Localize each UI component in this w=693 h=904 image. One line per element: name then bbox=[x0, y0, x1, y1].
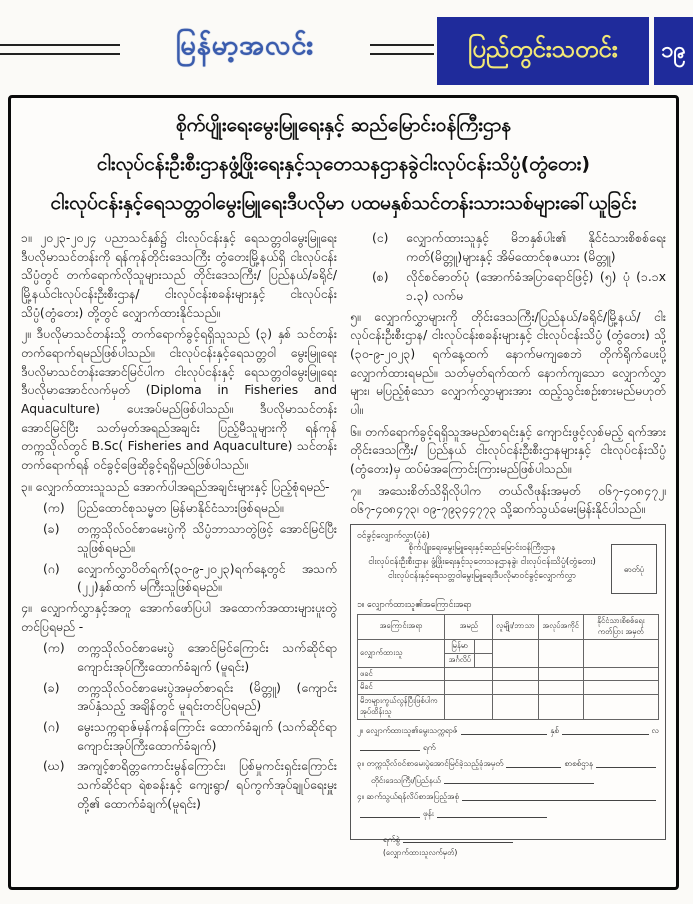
empty-cell bbox=[445, 695, 493, 720]
form-corner-label: ဝင်ခွင့်လျှောက်လွှာ(ပုံစံ) bbox=[357, 531, 430, 542]
item-text: လျှောက်လွှာပိတ်ရက်(၃၀-၉-၂၀၂၃)ရက်နေ့တွင် အသက် (၂၂)နှစ်ထက် မကြီးသူဖြစ်ရမည်။ bbox=[77, 561, 337, 595]
form-section-1: ၁။ လျှောက်ထားသူ၏အကြောင်းအရာ bbox=[357, 600, 472, 611]
col-header-occupation: အလုပ်အကိုင် bbox=[538, 614, 583, 639]
form-titles bbox=[357, 542, 607, 583]
blank-line bbox=[596, 766, 656, 768]
item-text: ပြည်ထောင်စုသမ္မတ မြန်မာနိုင်ငံသားဖြစ်ရမည်။ bbox=[77, 501, 284, 516]
blank-line bbox=[462, 799, 656, 801]
blank-line bbox=[360, 749, 420, 751]
left-column bbox=[21, 229, 337, 840]
article-columns bbox=[21, 229, 666, 858]
col-header-subject: အကြောင်းအရာ bbox=[358, 614, 445, 639]
item-text: တက္ကသိုလ်ဝင်စာမေးပွဲအမှတ်စာရင်း (မိတ္တူ) (ကျောင်းအပ်နှံသည့် အချိန်တွင် မူရင်းတင်ပြရမည်) bbox=[77, 680, 337, 714]
item-text: လိုင်စင်ဓာတ်ပုံ (အောက်ခံအပြာရောင်ဖြင့်) (၅) ပုံ (၁.၁x ၁.၃) လက်မ bbox=[406, 270, 666, 303]
list-item bbox=[350, 268, 666, 305]
blank-line bbox=[360, 816, 420, 818]
item-marker: (ဂ) bbox=[43, 561, 60, 576]
paragraph-6: ၆။ တက်ရောက်ခွင့်ရရှိသူအမည်စာရင်းနှင့် ကျောင်းဖွင့်လှစ်မည့် ရက်အား တိုင်းဒေသကြီး/ ပြည်နယ် ငါးလုပ်ငန်းဦးစီးဌာနများနှင့် ငါးလုပ်ငန်းသိပ္ပံ (တွံတေး)မှ ထပ်မံအကြောင်းကြားမည်ဖြစ်ပါသည်။ bbox=[350, 424, 666, 477]
item-text: တက္ကသိုလ်ဝင်စာမေးပွဲ အောင်မြင်ကြောင်း သက်ဆိုင်ရာ ကျောင်းအုပ်ကြီးထောက်ခံချက် (မူရင်း) bbox=[77, 641, 337, 674]
blank-line bbox=[444, 782, 594, 784]
col-header-nrc: နိုင်ငံသားစိစစ်ရေးကတ်ပြား အမှတ် bbox=[583, 614, 658, 639]
blank-line bbox=[562, 733, 649, 735]
line2-day: ရက် bbox=[423, 742, 436, 752]
line3-label: ၃။ တက္ကသိုလ်ဝင်စာမေးပွဲအောင်မြင်ခဲ့သည့်ခုံအမှတ် bbox=[357, 759, 504, 769]
empty-cell bbox=[538, 667, 583, 681]
row-label-father: ဖခင် bbox=[358, 667, 445, 681]
date-line bbox=[383, 834, 553, 846]
col-header-name: အမည် bbox=[445, 614, 493, 639]
page-number-box bbox=[654, 17, 693, 85]
blank-line bbox=[461, 733, 548, 735]
empty-cell bbox=[475, 639, 493, 653]
item-text: တက္ကသိုလ်ဝင်စာမေးပွဲကို သိပ္ပံဘာသာတွဲဖြင့် အောင်မြင်ပြီးသူဖြစ်ရမည်။ bbox=[77, 522, 337, 555]
newspaper-masthead: မြန်မာ့အလင်း bbox=[120, 22, 370, 74]
row-label-applicant: လျှောက်ထားသူ bbox=[358, 639, 445, 667]
empty-cell bbox=[493, 681, 538, 695]
item-text: မွေးသက္ကရာဇ်မှန်ကန်ကြောင်း ထောက်ခံချက် (သက်ဆိုင်ရာ ကျောင်းအုပ်ကြီးထောက်ခံချက်) bbox=[77, 720, 337, 753]
table-row bbox=[358, 681, 659, 695]
table-row bbox=[358, 639, 659, 653]
paragraph-7: ၇။ အသေးစိတ်သိရှိလိုပါက တယ်လီဖုန်းအမှတ် ၀၆၇-၄၀၈၄၇၂၊ ၀၆၇-၄၀၈၄၇၃၊ ၀၉-၇၉၃၄၄၇၇၃ သို့ဆက်သွယ်မေးမြန်းနိုင်ပါသည်။ bbox=[350, 483, 666, 517]
blank-line bbox=[403, 841, 513, 843]
table-row bbox=[358, 667, 659, 681]
item-marker: (ဃ) bbox=[43, 759, 65, 774]
row-label-mother: မိခင် bbox=[358, 681, 445, 695]
right-column bbox=[350, 229, 666, 858]
application-form bbox=[350, 524, 666, 858]
line3-exam-centre: စာစစ်ဌာန bbox=[564, 759, 593, 769]
page-number: ၁၉ bbox=[661, 37, 686, 63]
line2-month: လ bbox=[651, 726, 660, 735]
form-title-1: စိုက်ပျိုးရေးမွေးမြူရေးနှင့်ဆည်မြောင်းဝန်ကြီးဌာန bbox=[408, 543, 556, 554]
line4-label: ၄။ ဆက်သွယ်ရန်လိပ်စာအပြည့်အစုံ bbox=[357, 792, 459, 802]
list-item bbox=[350, 229, 666, 266]
form-line-4 bbox=[357, 791, 659, 803]
list-item bbox=[21, 757, 337, 813]
headline-line-3: ငါးလုပ်ငန်းနှင့်ရေသတ္တဝါမွေးမြူရေးဒီပလိုမာ ပထမနှစ်သင်တန်းသားသစ်များခေါ်ယူခြင်း bbox=[50, 191, 637, 214]
article-frame bbox=[8, 95, 679, 890]
empty-cell bbox=[538, 695, 583, 720]
form-line-4b bbox=[357, 808, 659, 820]
list-item bbox=[21, 718, 337, 755]
list-item bbox=[21, 499, 337, 518]
paragraph-4-intro: ၄။ လျှောက်လွှာနှင့်အတူ အောက်ဖော်ပြပါ အထောက်အထားများပူးတွဲတင်ပြရမည် - bbox=[21, 600, 337, 634]
blank-line bbox=[437, 816, 547, 818]
line4-phone: ဖုန်း bbox=[423, 808, 434, 818]
photo-box-label: ဓာတ်ပုံ bbox=[623, 564, 645, 574]
article-headline bbox=[21, 106, 666, 223]
item-marker: (င) bbox=[372, 230, 389, 245]
empty-cell bbox=[475, 653, 493, 667]
blank-line bbox=[506, 766, 561, 768]
paragraph-1: ၁။ ၂၀၂၃-၂၀၂၄ ပညာသင်နှစ်၌ ငါးလုပ်ငန်းနှင့် ရေသတ္တဝါမွေးမြူရေး ဒီပလိုမာသင်တန်းကို ရန်ကုန်တိုင်းဒေသကြီး တွံတေးမြို့နယ်ရှိ ငါးလုပ်ငန်းသိပ္ပံတွင် တက်ရောက်လိုသူများသည် တိုင်းဒေသကြီး/ ပြည်နယ်/ခရိုင်/မြို့နယ်ငါးလုပ်ငန်းဦးစီးဌာန/ ငါးလုပ်ငန်းစခန်းများနှင့် ငါးလုပ်ငန်းသိပ္ပံ(တွံတေး) တို့တွင် လျှောက်ထားနိုင်သည်။ bbox=[21, 230, 337, 320]
headline-line-1: စိုက်ပျိုးရေးမွေးမြူရေးနှင့် ဆည်မြောင်းဝန်ကြီးဌာန bbox=[175, 114, 512, 136]
item-marker: (ဂ) bbox=[43, 720, 60, 734]
paragraph-3-intro: ၃။ လျှောက်ထားသူသည် အောက်ပါအရည်အချင်းများနှင့် ပြည့်စုံရမည်- bbox=[21, 479, 330, 494]
section-title-box bbox=[437, 17, 649, 85]
row-label-guardian: မိဘများကွယ်လွန်ပြီးဖြစ်ပါက အုပ်ထိန်းသူ bbox=[358, 695, 445, 720]
headline-line-2: ငါးလုပ်ငန်းဦးစီးဌာနဖွံ့ဖြိုးရေးနှင့်သုတေသနဌာနခွဲငါးလုပ်ငန်းသိပ္ပံ(တွံတေး) bbox=[96, 152, 591, 175]
list-item bbox=[21, 679, 337, 716]
item-text: အကျင့်စာရိတ္တကောင်းမွန်ကြောင်း၊ ပြစ်မှုကင်းရှင်းကြောင်း သက်ဆိုင်ရာ ရဲစခန်းနှင့် ကျေးရွာ/ ရပ်ကွက်အုပ်ချုပ်ရေးမှူးတို့၏ ထောက်ခံချက်(မူရင်း) bbox=[77, 759, 337, 811]
signature-block bbox=[383, 834, 553, 859]
form-line-3b bbox=[371, 775, 659, 787]
list-item bbox=[21, 560, 337, 597]
section-title: ပြည်တွင်းသတင်း bbox=[468, 35, 618, 63]
list-item bbox=[21, 639, 337, 676]
item-marker: (က) bbox=[43, 641, 65, 656]
table-row bbox=[358, 695, 659, 720]
item-marker: (စ) bbox=[372, 270, 389, 285]
signature-caption: (လျှောက်ထားသူလက်မှတ်) bbox=[383, 848, 458, 858]
sub-label-english: အင်္ဂလိပ် bbox=[445, 653, 475, 667]
paragraph-2: ၂။ ဒီပလိုမာသင်တန်းသို့ တက်ရောက်ခွင့်ရရှိသူသည် (၃) နှစ် သင်တန်းတက်ရောက်ရမည်ဖြစ်ပါသည်။ ငါးလုပ်ငန်းနှင့်ရေသတ္တဝါ မွေးမြူရေး ဒီပလိုမာသင်တန်းအောင်မြင်ပါက ငါးလုပ်ငန်းနှင့် ရေသတ္တဝါမွေးမြူရေး ဒီပလိုမာအောင်လက်မှတ် (Diploma in Fisheries and Aquaculture) ပေးအပ်မည်ဖြစ်ပါသည်။ ဒီပလိုမာသင်တန်း အောင်မြင်ပြီး သတ်မှတ်အရည်အချင်း ပြည့်မီသူများကို ရန်ကုန် တက္ကသိုလ်တွင် B.Sc( Fisheries and Aquaculture) သင်တန်း တက်ရောက်ရန် ဝင်ခွင့်ဖြေဆိုခွင့်ရရှိမည်ဖြစ်ပါသည်။ bbox=[21, 327, 337, 473]
col-header-race-religion: လူမျိုး/ဘာသာ bbox=[493, 614, 538, 639]
empty-cell bbox=[493, 667, 538, 681]
empty-cell bbox=[493, 639, 538, 667]
photo-box bbox=[611, 544, 657, 594]
form-title-3: ငါးလုပ်ငန်းနှင့်ရေသတ္တဝါမွေးမြူရေးဒီပလိုမာဝင်ခွင့်လျှောက်လွှာ bbox=[388, 570, 576, 581]
item-marker: (ခ) bbox=[43, 522, 60, 537]
item-text: လျှောက်ထားသူနှင့် မိဘနှစ်ပါး၏ နိုင်ငံသားစိစစ်ရေး ကတ်(မိတ္တူ)များနှင့် အိမ်ထောင်စုဇယား (မိတ္တူ) bbox=[406, 230, 666, 264]
empty-cell bbox=[538, 681, 583, 695]
item-marker: (က) bbox=[43, 501, 65, 516]
empty-cell bbox=[445, 667, 493, 681]
form-line-2 bbox=[357, 725, 659, 737]
line2-year: နှစ် bbox=[550, 726, 559, 735]
empty-cell bbox=[538, 639, 583, 667]
line3-region: တိုင်းဒေသကြီး/ပြည်နယ် bbox=[371, 775, 441, 785]
form-line-2b bbox=[357, 742, 659, 754]
paragraph-5: ၅။ လျှောက်လွှာများကို တိုင်းဒေသကြီး/ပြည်နယ်/ခရိုင်/မြို့နယ်/ ငါးလုပ်ငန်းဦးစီးဌာန/ ငါးလုပ်ငန်းစခန်းများနှင့် ငါးလုပ်ငန်းသိပ္ပံ (တွံတေး) သို့ (၃၀-၉-၂၀၂၃) ရက်နေ့ထက် နောက်မကျစေဘဲ တိုက်ရိုက်ပေးပို့လျှောက်ထားရမည်။ သတ်မှတ်ရက်ထက် နောက်ကျသော လျှောက်လွှာများ၊ မပြည့်စုံသော လျှောက်လွှာများအား ထည့်သွင်းစဉ်းစားမည်မဟုတ်ပါ။ bbox=[350, 309, 666, 417]
sub-label-myanmar: မြန်မာ bbox=[445, 639, 475, 653]
empty-cell bbox=[583, 681, 658, 695]
page-header bbox=[0, 0, 693, 95]
form-head bbox=[357, 542, 659, 594]
applicant-table bbox=[357, 614, 659, 720]
table-header-row bbox=[358, 614, 659, 639]
form-line-3 bbox=[357, 758, 659, 770]
list-item bbox=[21, 520, 337, 557]
empty-cell bbox=[493, 695, 538, 720]
date-label: ရက်စွဲ bbox=[383, 834, 400, 844]
empty-cell bbox=[583, 695, 658, 720]
form-title-2: ငါးလုပ်ငန်းဦးစီးဌာန၊ ဖွံ့ဖြိုးရေးနှင့်သုတေသနဌာနခွဲ၊ ငါးလုပ်ငန်းသိပ္ပံ(တွံတေး) bbox=[368, 557, 596, 568]
empty-cell bbox=[583, 667, 658, 681]
empty-cell bbox=[583, 639, 658, 667]
item-marker: (ခ) bbox=[43, 680, 60, 695]
empty-cell bbox=[445, 681, 493, 695]
line2-label: ၂။ လျှောက်ထားသူ၏မွေးသက္ကရာဇ် bbox=[357, 726, 458, 735]
